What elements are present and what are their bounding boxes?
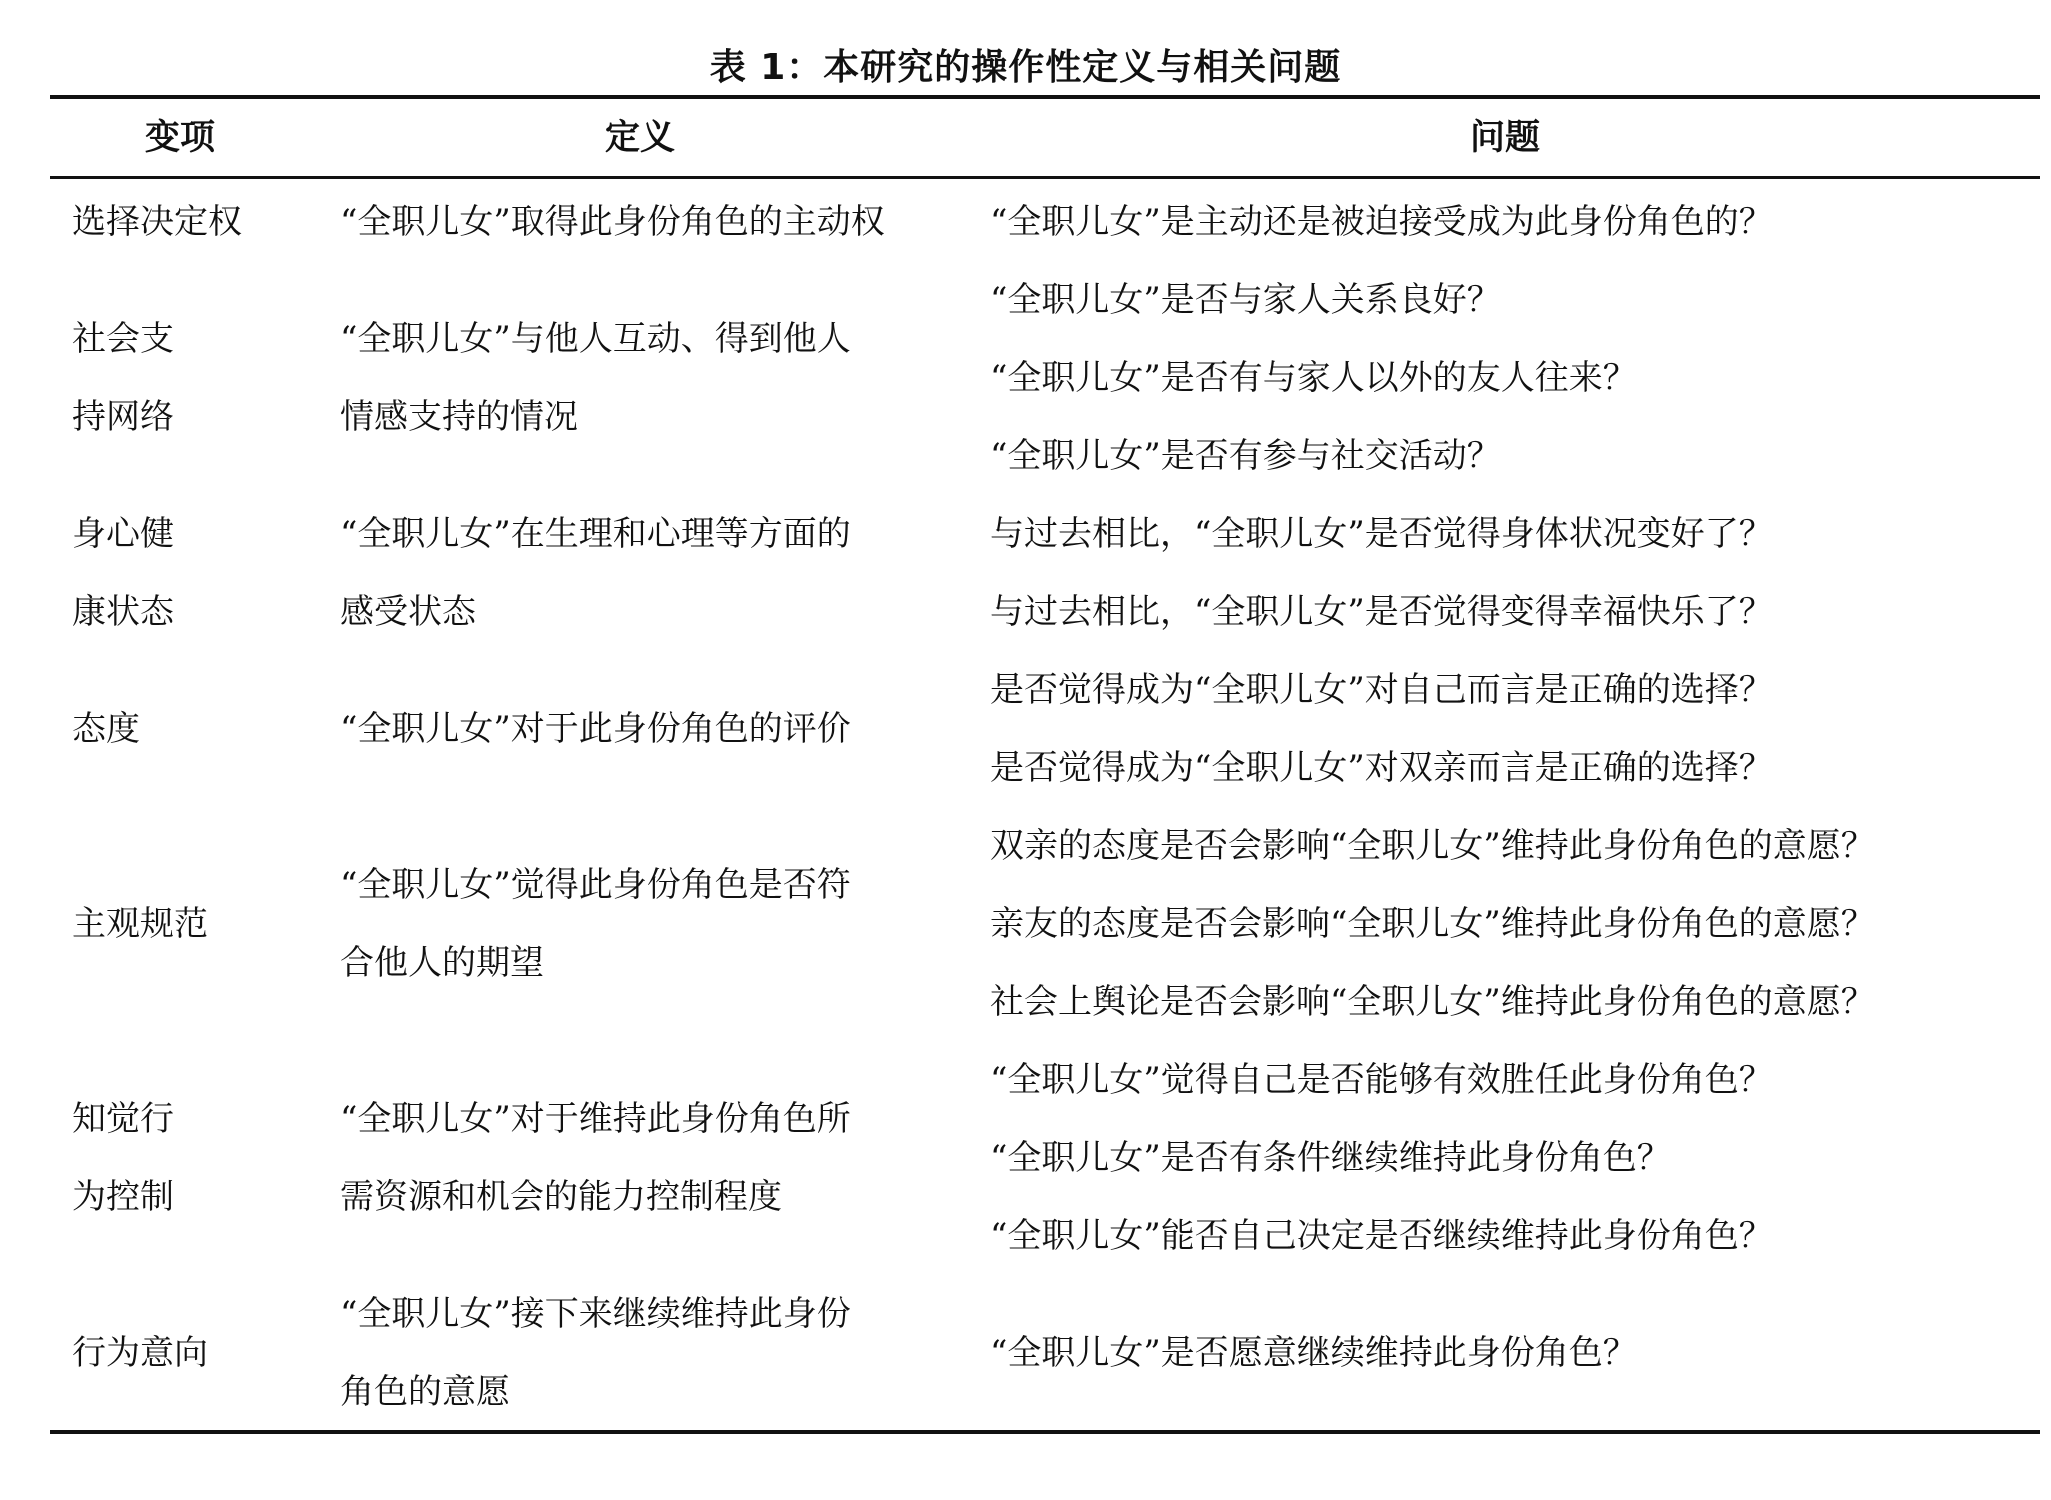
variable-text: 社会支 (72, 319, 174, 359)
question-text: “全职儿女”是主动还是被迫接受成为此身份角色的？ (990, 202, 1773, 242)
question-text: 是否觉得成为“全职儿女”对自己而言是正确的选择？ (990, 670, 1773, 710)
definition-text: 感受状态 (340, 592, 476, 632)
question-cell (990, 183, 2040, 261)
question-text: 社会上舆论是否会影响“全职儿女”维持此身份角色的意愿？ (990, 982, 1875, 1022)
definition-cell (340, 1041, 1000, 1275)
question-text: “全职儿女”觉得自己是否能够有效胜任此身份角色？ (990, 1060, 1773, 1100)
variable-text: 行为意向 (72, 1333, 208, 1373)
definition-text: “全职儿女”取得此身份角色的主动权 (340, 202, 885, 242)
question-cell (990, 1275, 2040, 1431)
question-text: “全职儿女”是否愿意继续维持此身份角色？ (990, 1333, 1637, 1373)
table-row (50, 183, 2040, 261)
question-text: 是否觉得成为“全职儿女”对双亲而言是正确的选择？ (990, 748, 1773, 788)
question-cell (990, 261, 2040, 495)
variable-text: 选择决定权 (72, 202, 242, 242)
question-cell (990, 1041, 2040, 1275)
table-row (50, 261, 2040, 495)
variable-text: 主观规范 (72, 904, 208, 944)
question-text: 亲友的态度是否会影响“全职儿女”维持此身份角色的意愿？ (990, 904, 1875, 944)
definition-text: “全职儿女”接下来继续维持此身份 (340, 1294, 851, 1334)
definition-text: “全职儿女”对于维持此身份角色所 (340, 1099, 851, 1139)
definition-cell (340, 183, 1000, 261)
variable-text: 知觉行 (72, 1099, 174, 1139)
definition-text: 情感支持的情况 (340, 397, 578, 437)
question-text: 与过去相比，“全职儿女”是否觉得变得幸福快乐了？ (990, 592, 1773, 632)
header-variable: 变项 (144, 118, 215, 158)
definition-text: “全职儿女”与他人互动、得到他人 (340, 319, 851, 359)
variable-text: 康状态 (72, 592, 174, 632)
question-text: “全职儿女”是否有参与社交活动？ (990, 436, 1501, 476)
question-cell (990, 495, 2040, 651)
definition-cell (340, 261, 1000, 495)
definition-text: 角色的意愿 (340, 1372, 510, 1412)
header-definition: 定义 (604, 118, 675, 158)
table-row (50, 1041, 2040, 1275)
definition-cell (340, 495, 1000, 651)
variable-text: 身心健 (72, 514, 174, 554)
table-caption: 表 1：本研究的操作性定义与相关问题 (709, 47, 1342, 88)
question-text: “全职儿女”是否与家人关系良好？ (990, 280, 1501, 320)
question-text: 与过去相比，“全职儿女”是否觉得身体状况变好了？ (990, 514, 1773, 554)
definition-cell (340, 651, 1000, 807)
definition-text: “全职儿女”对于此身份角色的评价 (340, 709, 851, 749)
question-cell (990, 807, 2040, 1041)
definition-cell (340, 1275, 1000, 1431)
variable-cell (72, 261, 312, 495)
variable-text: 持网络 (72, 397, 174, 437)
variable-cell (72, 495, 312, 651)
table-row (50, 651, 2040, 807)
question-text: “全职儿女”能否自己决定是否继续维持此身份角色？ (990, 1216, 1773, 1256)
header-rule (50, 176, 2040, 179)
top-rule (50, 95, 2040, 99)
definition-text: “全职儿女”觉得此身份角色是否符 (340, 865, 851, 905)
variable-cell (72, 651, 312, 807)
variable-cell (72, 183, 312, 261)
question-cell (990, 651, 2040, 807)
table-row (50, 495, 2040, 651)
variable-cell (72, 807, 312, 1041)
definition-text: “全职儿女”在生理和心理等方面的 (340, 514, 851, 554)
definition-text: 合他人的期望 (340, 943, 544, 983)
question-text: “全职儿女”是否有条件继续维持此身份角色？ (990, 1138, 1671, 1178)
variable-text: 态度 (72, 709, 140, 749)
question-text: 双亲的态度是否会影响“全职儿女”维持此身份角色的意愿？ (990, 826, 1875, 866)
table-row (50, 1275, 2040, 1431)
definition-cell (340, 807, 1000, 1041)
table-row (50, 807, 2040, 1041)
header-question: 问题 (1469, 118, 1540, 158)
question-text: “全职儿女”是否有与家人以外的友人往来？ (990, 358, 1637, 398)
variable-cell (72, 1275, 312, 1431)
bottom-rule (50, 1430, 2040, 1434)
variable-cell (72, 1041, 312, 1275)
variable-text: 为控制 (72, 1177, 174, 1217)
definition-text: 需资源和机会的能力控制程度 (340, 1177, 782, 1217)
